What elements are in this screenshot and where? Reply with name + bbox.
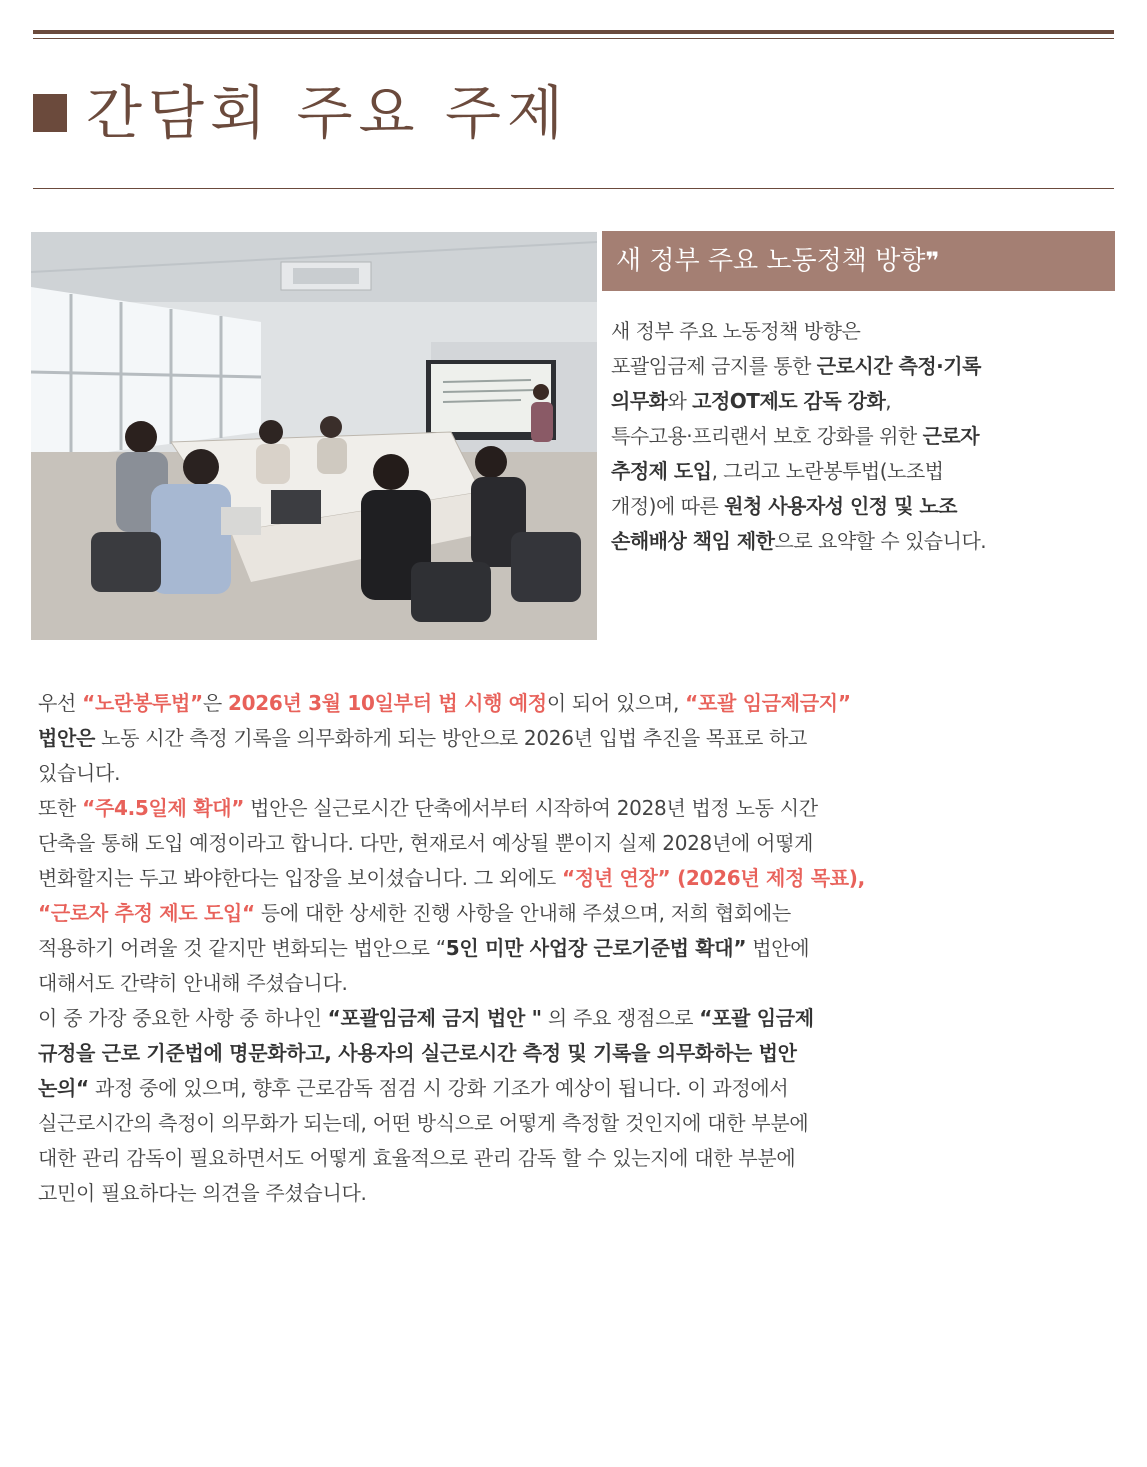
body-line [38,826,1113,861]
top-divider-thin [33,38,1114,39]
body-line [38,686,1113,721]
body-line [38,1106,1113,1141]
text-run: 규정을 근로 기준법에 명문화하고, 사용자의 실근로시간 측정 및 기록을 의무화하는 법안 [38,1041,797,1065]
text-run: 은 [202,691,228,715]
body-line [38,791,1113,826]
text-run: 법안은 실근로시간 단축에서부터 시작하여 2028년 법정 노동 시간 [244,796,818,820]
text-run: 우선 [38,691,83,715]
text-run: “포괄임금제 금지 법안 " [327,1006,542,1030]
body-line [38,966,1113,1001]
text-run: 의 주요 쟁점으로 [541,1006,700,1030]
text-run: 또한 [38,796,83,820]
text-run: 논의“ [38,1076,89,1100]
text-run: “주4.5일제 확대” [82,796,245,820]
title-square-icon [33,94,67,132]
text-run: 법안에 [746,936,810,960]
text-run: 적용하기 어려울 것 같지만 변화되는 법안으로 “ [38,936,446,960]
text-run: 근로자 [922,424,980,448]
text-run: 변화할지는 두고 봐야한다는 입장을 보이셨습니다. 그 외에도 [38,866,562,890]
text-run: 이 중 가장 중요한 사항 중 하나인 [38,1006,328,1030]
text-run: 의무화 [611,389,668,413]
text-run: 새 정부 주요 노동정책 방향은 [611,319,861,343]
body-line [38,1141,1113,1176]
text-run: 5인 미만 사업장 근로기준법 확대” [445,936,747,960]
text-run: , [885,389,892,413]
policy-line [611,489,1111,524]
text-run: 고정OT제도 감독 강화 [692,389,886,413]
text-run: “포괄 임금제 [699,1006,814,1030]
policy-banner-title: 새 정부 주요 노동정책 방향 [616,246,926,276]
top-divider-thick [33,30,1114,34]
body-line [38,931,1113,966]
policy-line [611,419,1111,454]
text-run: 등에 대한 상세한 진행 사항을 안내해 주셨으며, 저희 협회에는 [254,901,791,925]
body-line [38,1036,1113,1071]
meeting-photo [31,232,597,640]
body-line [38,861,1113,896]
text-run: 단축을 통해 도입 예정이라고 합니다. 다만, 현재로서 예상될 뿐이지 실제 2028년에 어떻게 [38,831,814,855]
text-run: 대해서도 간략히 안내해 주셨습니다. [38,971,348,995]
policy-line [611,454,1111,489]
policy-line [611,349,1111,384]
text-run: 2026년 3월 10일부터 법 시행 예정 [227,691,547,715]
text-run: 근로시간 측정·기록 [816,354,981,378]
text-run: 이 되어 있으며, [546,691,686,715]
text-run: “정년 연장” (2026년 제정 목표), [561,866,865,890]
text-run: 노동 시간 측정 기록을 의무화하게 되는 방안으로 2026년 입법 추진을 목표로 하고 [95,726,808,750]
text-run: 원청 사용자성 인정 및 노조 [724,494,957,518]
policy-line [611,524,1111,559]
text-run: “포괄 임금제금지” [685,691,851,715]
policy-line [611,384,1111,419]
page-title: 간담회 주요 주제 [86,79,570,147]
quote-mark-icon: ❞ [925,247,940,275]
text-run: 고민이 필요하다는 의견을 주셨습니다. [38,1181,367,1205]
text-run: 개정)에 따른 [611,494,725,518]
title-divider [33,188,1114,189]
text-run: 와 [667,389,693,413]
body-line [38,756,1113,791]
body-line [38,1001,1113,1036]
text-run: “근로자 추정 제도 도입“ [38,901,255,925]
text-run: 대한 관리 감독이 필요하면서도 어떻게 효율적으로 관리 감독 할 수 있는지에 대한 부분에 [38,1146,796,1170]
text-run: 과정 중에 있으며, 향후 근로감독 점검 시 강화 기조가 예상이 됩니다. 이 과정에서 [88,1076,789,1100]
text-run: 실근로시간의 측정이 의무화가 되는데, 어떤 방식으로 어떻게 측정할 것인지에 대한 부분에 [38,1111,809,1135]
policy-line [611,314,1111,349]
text-run: , 그리고 노란봉투법(노조법 [711,459,944,483]
policy-summary [611,314,1111,559]
text-run: “노란봉투법” [82,691,203,715]
body-line [38,1071,1113,1106]
text-run: 포괄임금제 금지를 통한 [611,354,817,378]
text-run: 추정제 도입 [611,459,712,483]
body-line [38,896,1113,931]
text-run: 있습니다. [38,761,121,785]
policy-banner [602,231,1115,291]
body-line [38,1176,1113,1211]
text-run: 법안은 [38,726,96,750]
text-run: 특수고용·프리랜서 보호 강화를 위한 [611,424,923,448]
body-line [38,721,1113,756]
text-run: 으로 요약할 수 있습니다. [774,529,987,553]
body-text [38,686,1113,1211]
text-run: 손해배상 책임 제한 [611,529,775,553]
